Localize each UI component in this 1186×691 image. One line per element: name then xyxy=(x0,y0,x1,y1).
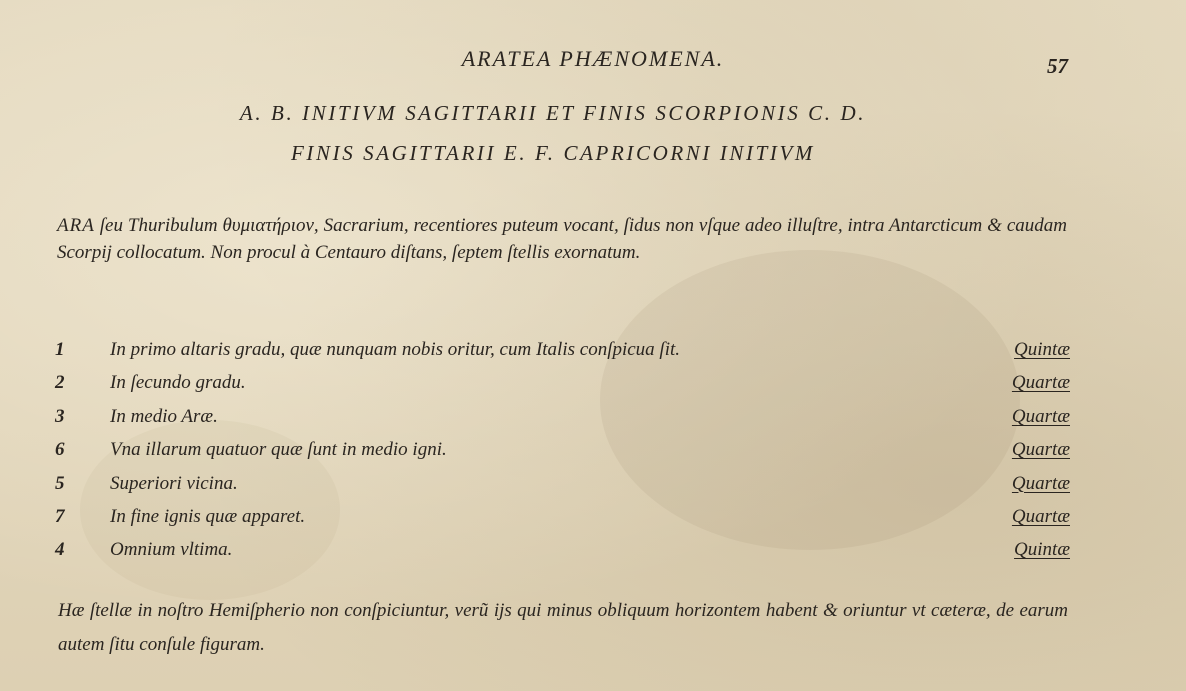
star-description: Superiori vicina. xyxy=(110,472,238,494)
closing-paragraph: Hæ ſtellæ in noſtro Hemiſpherio non conſpiciuntur, verũ ijs qui minus obliquum horizontem habent & oriuntur vt cæteræ, de earum autem ſitu conſule figuram. xyxy=(58,600,1068,655)
star-magnitude: Quartæ xyxy=(1011,472,1070,494)
star-entry xyxy=(55,537,1070,570)
star-number: 3 xyxy=(55,405,65,427)
intro-text: ſeu Thuribulum θυμιατήριον, Sacrarium, recentiores puteum vocant, ſidus non vſque adeo illuſtre, intra Antarcticum & caudam Scorpij collocatum. Non procul à Centauro diſtans, ſeptem ſtellis exornatum. xyxy=(57,215,1067,263)
star-magnitude: Quartæ xyxy=(1011,439,1070,461)
star-magnitude: Quintæ xyxy=(1014,539,1070,561)
star-magnitude: Quartæ xyxy=(1011,405,1070,427)
star-entry xyxy=(55,337,1070,370)
star-magnitude: Quartæ xyxy=(1011,372,1070,394)
section-title-line-1: A. B. INITIVM SAGITTARII ET FINIS SCORPIONIS C. D. xyxy=(239,101,867,125)
star-number: 6 xyxy=(55,439,65,461)
star-entry xyxy=(55,437,1070,470)
page-number: 57 xyxy=(1047,54,1068,78)
star-magnitude: Quartæ xyxy=(1011,505,1070,527)
star-number: 2 xyxy=(55,372,65,394)
star-number: 4 xyxy=(55,539,65,561)
star-description: In medio Aræ. xyxy=(110,405,218,427)
star-number: 1 xyxy=(55,339,65,360)
star-description: Omnium vltima. xyxy=(110,539,233,561)
star-description: In primo altaris gradu, quæ nunquam nobis oritur, cum Italis conſpicua ſit. xyxy=(110,339,681,360)
running-head: ARATEA PHÆNOMENA. xyxy=(461,46,725,71)
star-description: Vna illarum quatuor quæ ſunt in medio igni. xyxy=(110,439,447,461)
star-entry xyxy=(55,504,1070,537)
star-number: 7 xyxy=(55,505,65,527)
star-description: In ſecundo gradu. xyxy=(110,372,246,394)
star-entry xyxy=(55,370,1070,403)
star-entry xyxy=(55,471,1070,504)
intro-paragraph xyxy=(57,212,1067,266)
intro-lead-word: ARA xyxy=(57,215,95,236)
section-title-line-2: FINIS SAGITTARII E. F. CAPRICORNI INITIVM xyxy=(290,141,815,165)
star-number: 5 xyxy=(55,472,65,494)
star-magnitude: Quintæ xyxy=(1014,339,1070,360)
star-catalogue xyxy=(55,337,1070,571)
star-description: In fine ignis quæ apparet. xyxy=(110,505,306,527)
star-entry xyxy=(55,404,1070,437)
